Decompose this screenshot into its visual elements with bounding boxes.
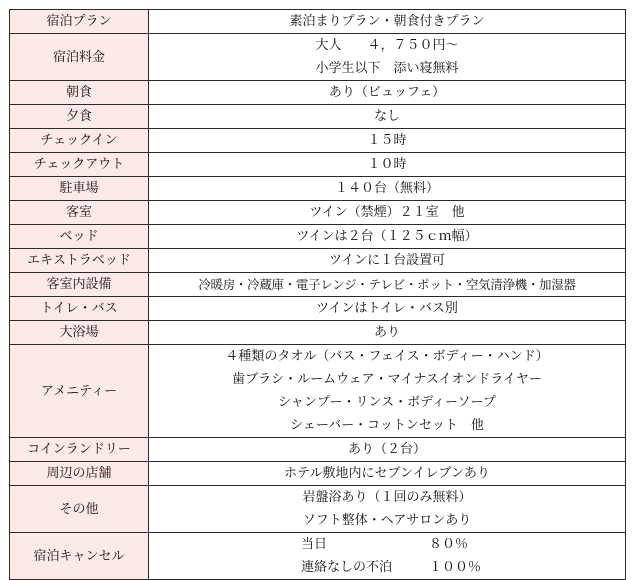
row-nearby-shops	[10, 462, 626, 486]
label-nearby-shops: 周辺の店舗	[10, 462, 149, 486]
value-other	[149, 486, 626, 533]
label-parking: 駐車場	[10, 177, 149, 201]
value-line: ツイン（禁煙）２１室 他	[309, 205, 465, 220]
label-checkin: チェックイン	[10, 129, 149, 153]
row-extra-bed	[10, 249, 626, 273]
row-laundry	[10, 438, 626, 462]
cancel-entry	[149, 556, 625, 579]
value-line: 歯ブラシ・ルームウェア・マイナスイオンドライヤー	[232, 372, 542, 387]
cancel-rate: １００％	[429, 560, 482, 575]
row-amenities	[10, 345, 626, 438]
cancel-entry	[149, 533, 625, 556]
label-plan: 宿泊プラン	[10, 10, 149, 34]
value-parking	[149, 177, 626, 201]
value-large-bath	[149, 321, 626, 345]
value-line: ツインはトイレ・バス別	[316, 301, 458, 316]
value-plan	[149, 10, 626, 34]
value-checkout	[149, 153, 626, 177]
value-line: あり	[373, 325, 400, 340]
value-line: なし	[373, 109, 400, 124]
row-price	[10, 34, 626, 81]
value-cancellation	[149, 533, 626, 580]
value-rooms	[149, 201, 626, 225]
value-line: ソフト整体・ヘアサロンあり	[302, 513, 472, 528]
row-checkout	[10, 153, 626, 177]
value-room-facilities	[149, 273, 626, 297]
accommodation-info-table	[9, 9, 626, 580]
label-amenities: アメニティー	[10, 345, 149, 438]
value-line: １４０台（無料）	[334, 181, 439, 196]
value-toilet-bath	[149, 297, 626, 321]
value-laundry	[149, 438, 626, 462]
value-line: 冷暖房・冷蔵庫・電子レンジ・テレビ・ポット・空気清浄機・加湿器	[198, 277, 576, 292]
value-line: 大人 ４，７５０円～	[315, 38, 459, 53]
row-plan	[10, 10, 626, 34]
value-breakfast	[149, 81, 626, 105]
value-dinner	[149, 105, 626, 129]
value-line: シェーバー・コットンセット 他	[290, 418, 484, 433]
row-parking	[10, 177, 626, 201]
value-line: ４種類のタオル（バス・フェイス・ボディー・ハンド）	[225, 349, 549, 364]
value-line: ツインに１台設置可	[328, 253, 446, 268]
row-room-facilities	[10, 273, 626, 297]
row-checkin	[10, 129, 626, 153]
label-dinner: 夕食	[10, 105, 149, 129]
label-laundry: コインランドリー	[10, 438, 149, 462]
label-bed: ベッド	[10, 225, 149, 249]
row-rooms	[10, 201, 626, 225]
value-line: あり（ビュッフェ）	[328, 85, 446, 100]
value-price	[149, 34, 626, 81]
value-amenities	[149, 345, 626, 438]
row-large-bath	[10, 321, 626, 345]
label-rooms: 客室	[10, 201, 149, 225]
label-extra-bed: エキストラベッド	[10, 249, 149, 273]
value-nearby-shops	[149, 462, 626, 486]
label-room-facilities: 客室内設備	[10, 273, 149, 297]
value-line: 素泊まりプラン・朝食付きプラン	[289, 14, 485, 29]
value-line: ホテル敷地内にセブンイレブンあり	[284, 466, 490, 481]
cancel-when: 連絡なしの不泊	[301, 560, 393, 575]
row-breakfast	[10, 81, 626, 105]
value-line: シャンプー・リンス・ボディーソープ	[278, 395, 496, 410]
value-checkin	[149, 129, 626, 153]
value-line: 岩盤浴あり（１回のみ無料）	[302, 490, 472, 505]
label-large-bath: 大浴場	[10, 321, 149, 345]
value-line: １０時	[367, 157, 407, 172]
value-line: ツインは２台（１２５ｃｍ幅）	[296, 229, 478, 244]
row-dinner	[10, 105, 626, 129]
value-line: あり（２台）	[347, 442, 426, 457]
row-other	[10, 486, 626, 533]
value-line: １５時	[367, 133, 407, 148]
row-bed	[10, 225, 626, 249]
label-other: その他	[10, 486, 149, 533]
row-toilet-bath	[10, 297, 626, 321]
label-toilet-bath: トイレ・バス	[10, 297, 149, 321]
value-line: 小学生以下 添い寝無料	[315, 61, 459, 76]
cancel-when: 当日	[301, 537, 328, 552]
label-price: 宿泊料金	[10, 34, 149, 81]
row-cancellation	[10, 533, 626, 580]
value-extra-bed	[149, 249, 626, 273]
cancel-rate: ８０％	[429, 537, 469, 552]
label-cancellation: 宿泊キャンセル	[10, 533, 149, 580]
value-bed	[149, 225, 626, 249]
label-checkout: チェックアウト	[10, 153, 149, 177]
label-breakfast: 朝食	[10, 81, 149, 105]
